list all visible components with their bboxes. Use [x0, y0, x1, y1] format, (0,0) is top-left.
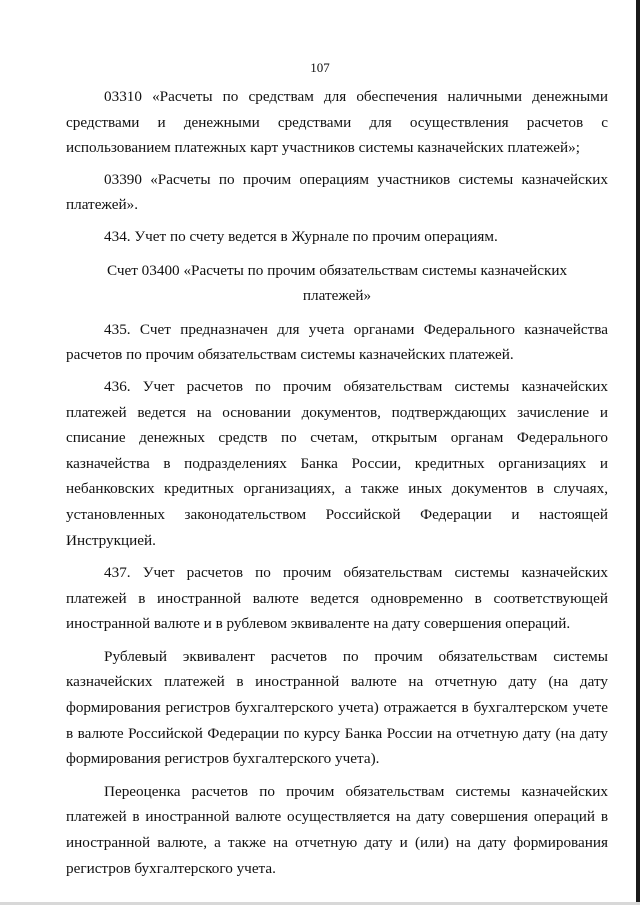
page-number: 107 [310, 60, 330, 75]
paragraph-436: 436. Учет расчетов по прочим обязательствам системы казначейских платежей ведется на основании документов, подтверждающих зачисление и списание денежных средств по счетам, открытым органам Федерального казначейства в подразделениях Банка России, кредитных организациях и небанковских кредитных организациях, а также иных документов в случаях, установленных законодательством Российской Федерации и настоящей Инструкцией. [66, 377, 608, 549]
document-body [66, 84, 608, 881]
paragraph-434: 434. Учет по счету ведется в Журнале по прочим операциям. [104, 227, 498, 245]
section-heading [66, 258, 608, 309]
paragraph-437: 437. Учет расчетов по прочим обязательствам системы казначейских платежей в иностранной валюте ведется одновременно в соответствующей иностранной валюте и в рублевом эквиваленте на дату совершения операций. [66, 564, 608, 633]
scan-edge-right [636, 0, 640, 905]
section-heading-line2: платежей» [302, 287, 372, 305]
paragraph-ruble-equivalent: Рублевый эквивалент расчетов по прочим обязательствам системы казначейских платежей в иностранной валюте на отчетную дату (на дату формирования регистров бухгалтерского учета) отражается в бухгалтерском учете в валюте Российской Федерации по курсу Банка России на отчетную дату (на дату формирования регистров бухгалтерского учета). [66, 647, 608, 768]
paragraph-account-03390: 03390 «Расчеты по прочим операциям участников системы казначейских платежей». [66, 170, 608, 214]
paragraph-435: 435. Счет предназначен для учета органами Федерального казначейства расчетов по прочим обязательствам системы казначейских платежей. [66, 320, 608, 364]
paragraph-revaluation: Переоценка расчетов по прочим обязательствам системы казначейских платежей в иностранной валюте осуществляется на дату совершения операций в иностранной валюте, а также на отчетную дату и (или) на дату формирования регистров бухгалтерского учета. [66, 782, 608, 877]
section-heading-line1: Счет 03400 «Расчеты по прочим обязательствам системы казначейских [106, 261, 568, 279]
paragraph-account-03310: 03310 «Расчеты по средствам для обеспечения наличными денежными средствами и денежными средствами для осуществления расчетов с использованием платежных карт участников системы казначейских платежей»; [66, 88, 608, 157]
